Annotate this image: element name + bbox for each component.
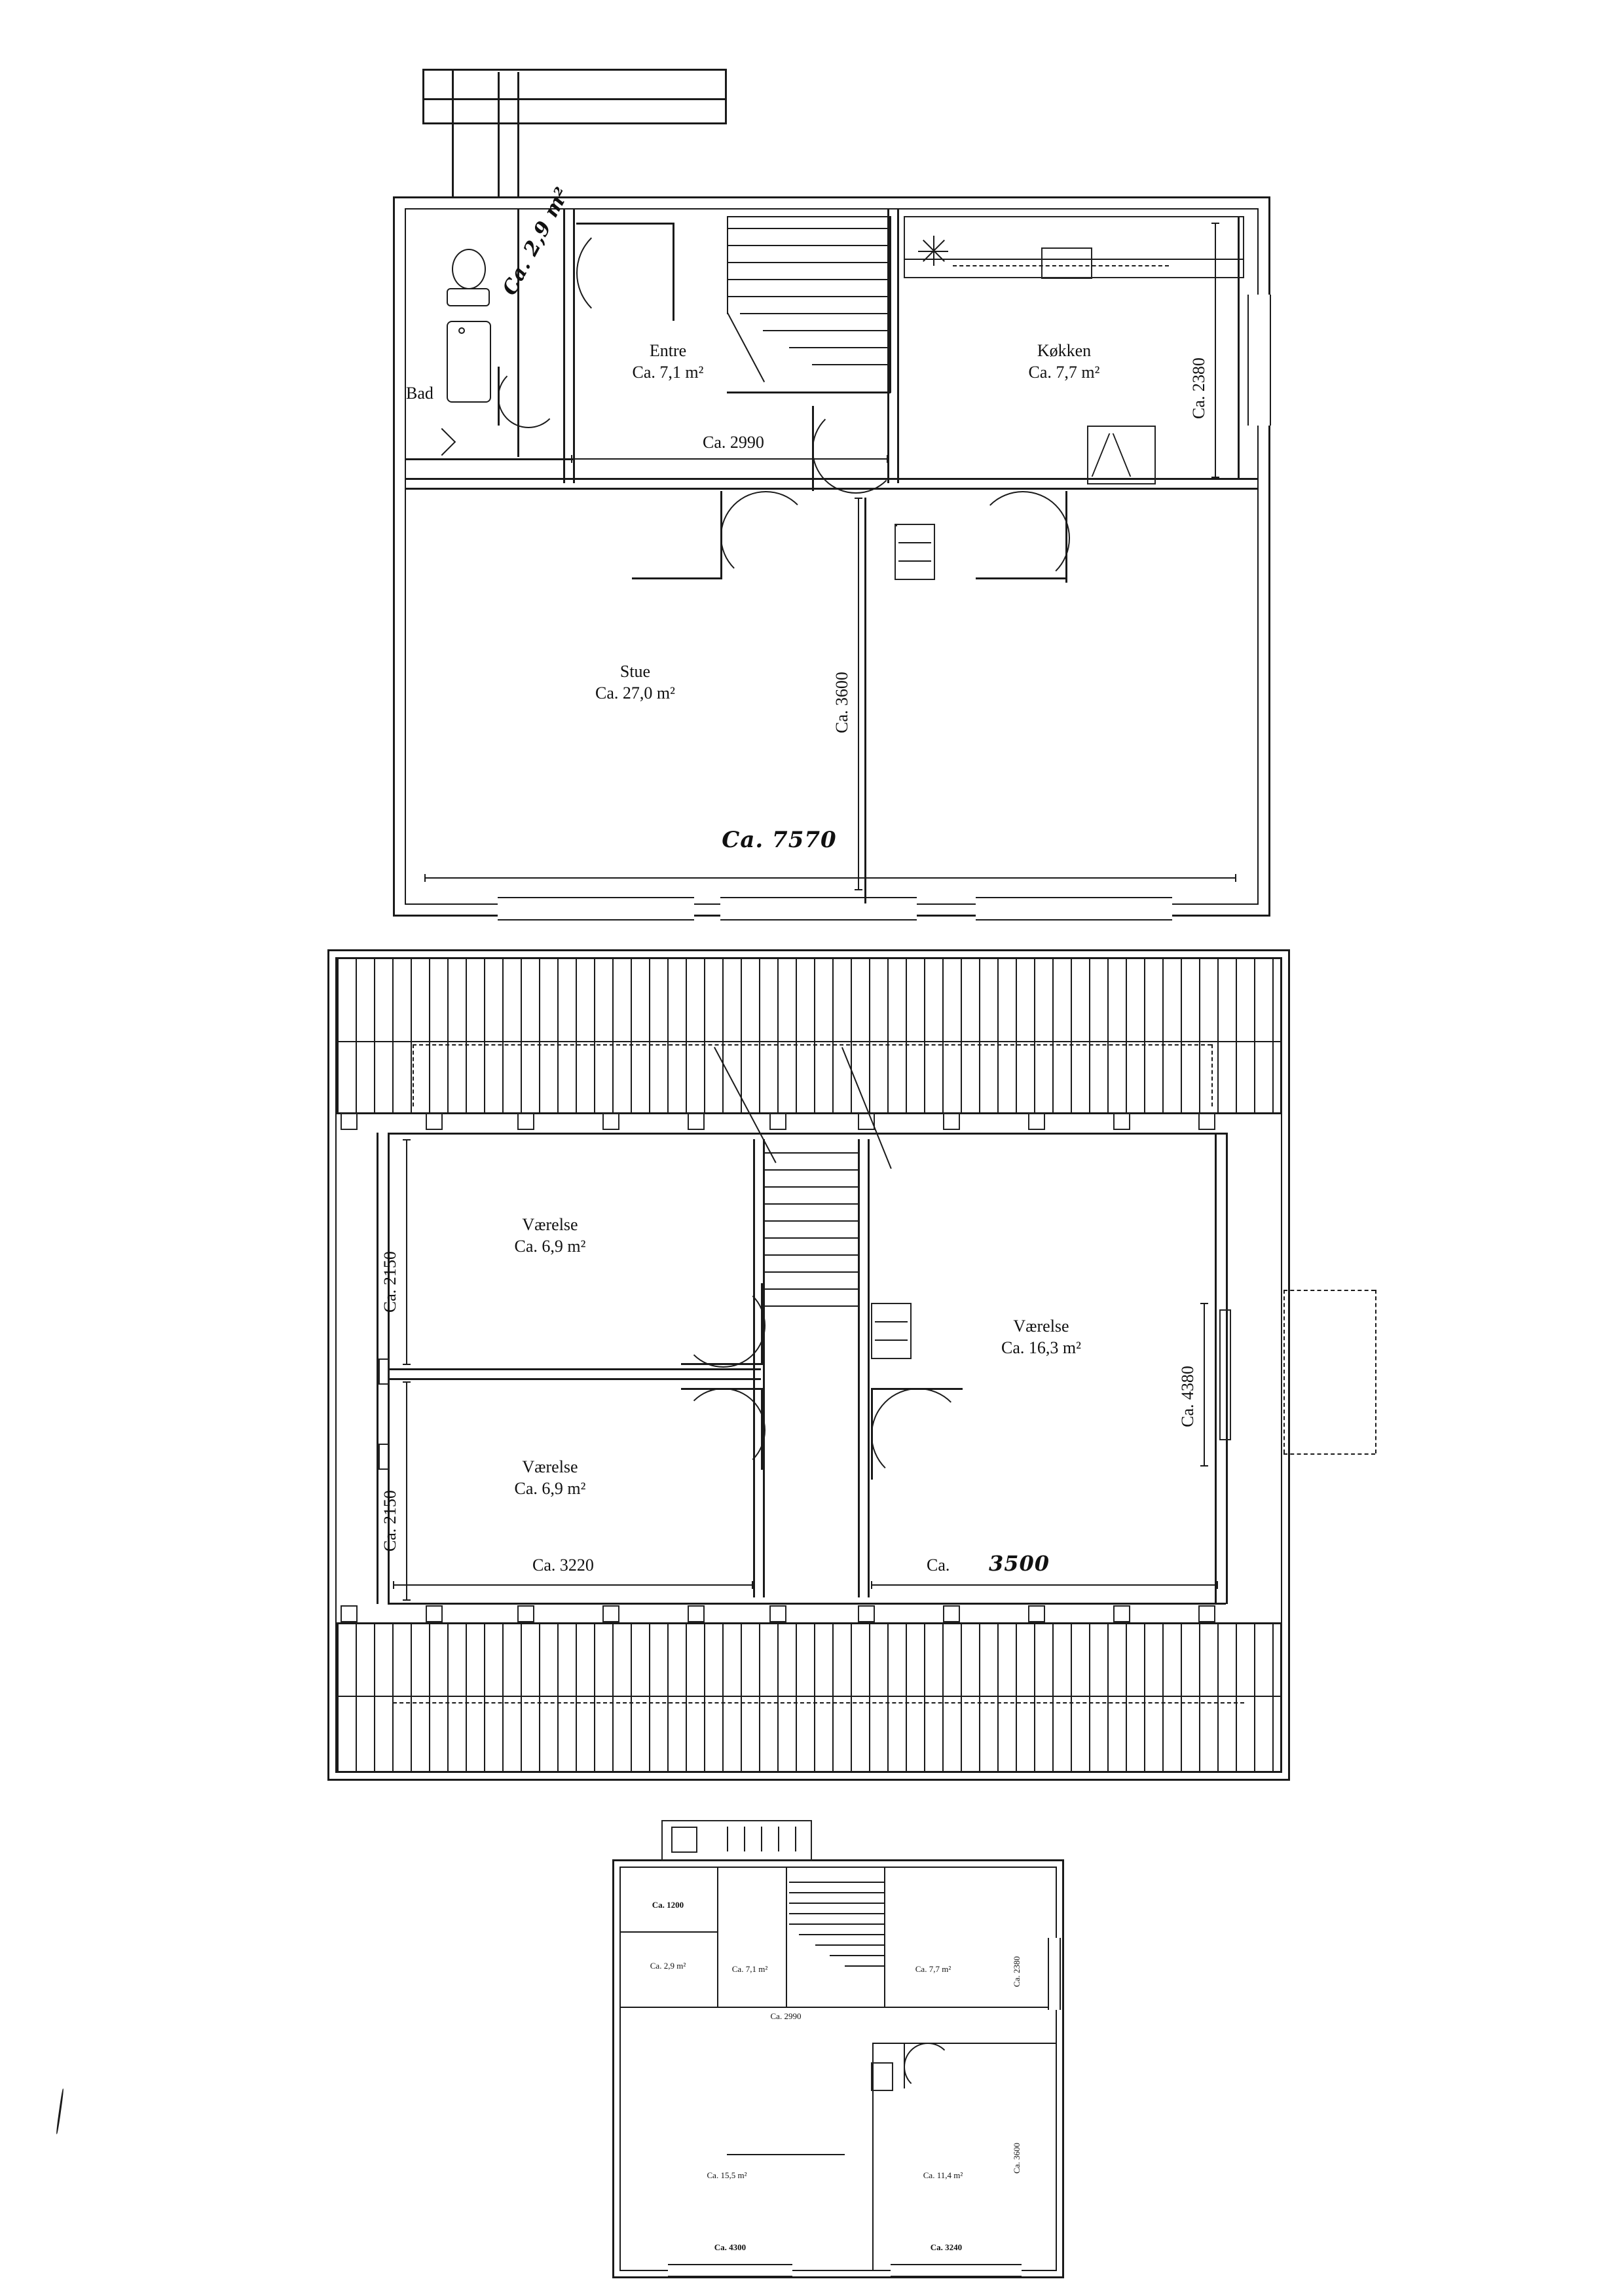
dimension-label: Ca. 4380	[1178, 1366, 1197, 1427]
window	[976, 897, 1172, 920]
dimension-label: Ca. 1200	[652, 1900, 684, 1910]
dimension-line	[393, 1584, 753, 1586]
door-swing	[681, 1283, 766, 1368]
dimension-label: Ca. 3240	[930, 2242, 963, 2252]
dimension-line	[1215, 223, 1216, 478]
dimension-line	[406, 1139, 407, 1365]
staircase-small	[789, 1872, 884, 1987]
room-area-kokken: Ca. 7,7 m²	[915, 1964, 951, 1974]
dimension-line	[406, 1381, 407, 1601]
room-label-entre: Entre Ca. 7,1 m²	[632, 341, 704, 382]
room-label-kokken: Køkken Ca. 7,7 m²	[1028, 341, 1100, 382]
room-area-stue: Ca. 15,5 m²	[707, 2170, 747, 2180]
dimension-label-handwritten: 3500	[989, 1551, 1050, 1576]
interior-wall	[388, 1368, 761, 1370]
dimension-label: Ca. 2150	[380, 1251, 399, 1313]
room-area-entre: Ca. 7,1 m²	[731, 1964, 768, 1974]
toilet-cistern-icon	[447, 288, 490, 306]
dimension-label: Ca. 3600	[832, 672, 851, 733]
room-label-bad: Bad	[406, 384, 434, 403]
door-swing	[812, 406, 900, 494]
dimension-line	[1204, 1303, 1205, 1467]
dimension-line	[871, 1584, 1218, 1586]
pen-mark	[56, 2088, 64, 2134]
window	[1048, 1938, 1061, 2010]
door-swing	[681, 1388, 766, 1472]
window	[668, 2264, 792, 2277]
dimension-line	[858, 498, 859, 890]
interior-wall	[858, 1139, 860, 1597]
dimension-label: Ca. 3600	[1012, 2143, 1022, 2174]
dimension-label: Ca. 2380	[1189, 357, 1208, 419]
roof-projection	[422, 69, 727, 124]
door-swing	[871, 1388, 965, 1482]
staircase-middle	[763, 1139, 858, 1319]
room-area-bad: Ca. 2,9 m²	[650, 1961, 686, 1971]
window	[1219, 1309, 1231, 1440]
window	[671, 1827, 697, 1853]
window	[498, 897, 694, 920]
dimension-line	[571, 458, 888, 460]
window	[891, 2264, 1022, 2277]
interior-wall	[563, 208, 565, 483]
dimension-label: Ca. 2990	[703, 433, 764, 452]
staircase-upper	[727, 216, 891, 393]
roof-joists-top	[335, 957, 1282, 1114]
door-swing	[498, 367, 559, 428]
radiator-icon	[871, 2062, 893, 2091]
door-swing	[976, 491, 1070, 585]
dimension-label: Ca.	[927, 1556, 950, 1575]
door-swing	[904, 2043, 952, 2091]
radiator-icon	[871, 1303, 912, 1359]
dimension-label: Ca. 4300	[714, 2242, 747, 2252]
room-label-stue: Stue Ca. 27,0 m²	[595, 662, 675, 702]
sink-icon	[1041, 247, 1092, 279]
door-swing	[720, 491, 811, 582]
toilet-icon	[452, 249, 486, 289]
door-swing	[576, 223, 677, 323]
dimension-label: Ca. 2990	[770, 2011, 802, 2021]
room-label-vaerelse-2: Værelse Ca. 6,9 m²	[514, 1457, 586, 1498]
room-label-vaerelse-1: Værelse Ca. 6,9 m²	[514, 1215, 586, 1256]
window	[720, 897, 917, 920]
radiator-icon	[895, 524, 935, 580]
roof-joists-bottom	[335, 1622, 1282, 1773]
dimension-label-handwritten: Ca. 7570	[722, 827, 837, 853]
room-area-vaerelse: Ca. 11,4 m²	[923, 2170, 963, 2180]
dimension-label: Ca. 2150	[380, 1490, 399, 1552]
window	[1247, 295, 1271, 426]
room-label-vaerelse-3: Værelse Ca. 16,3 m²	[1001, 1317, 1081, 1357]
drain-icon	[458, 327, 465, 334]
dimension-label: Ca. 3220	[532, 1556, 594, 1575]
dimension-label: Ca. 2380	[1012, 1956, 1022, 1987]
dimension-line	[424, 877, 1236, 879]
